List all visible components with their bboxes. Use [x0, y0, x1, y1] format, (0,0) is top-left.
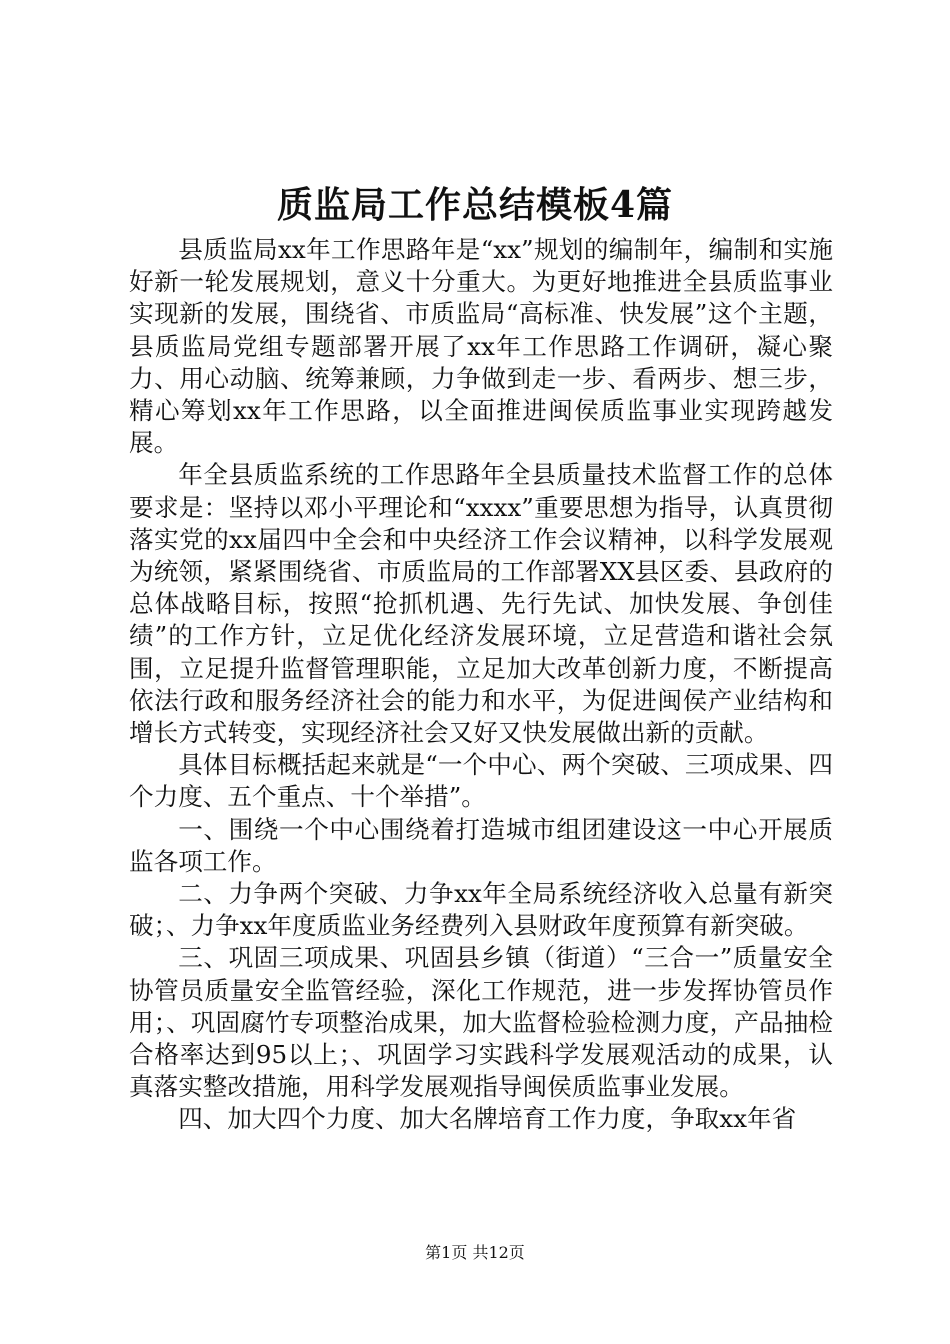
page-footer: 第1页 共12页 [425, 1243, 525, 1262]
paragraph: 三、巩固三项成果、巩固县乡镇（街道）“三合一”质量安全协管员质量安全监管经验，深化工作规范，进一步发挥协管员作用；、巩固腐竹专项整治成果，加大监督检验检测力度，产品抽检合格率达到95以上；、巩固学习实践科学发展观活动的成果，认真落实整改措施，用科学发展观指导闽侯质监事业发展。 [129, 943, 833, 1102]
paragraph: 具体目标概括起来就是“一个中心、两个突破、三项成果、四个力度、五个重点、十个举措”。 [129, 750, 833, 812]
paragraph: 四、加大四个力度、加大名牌培育工作力度，争取xx年省 [178, 1104, 797, 1134]
paragraph: 县质监局xx年工作思路年是“xx”规划的编制年，编制和实施好新一轮发展规划，意义十分重大。为更好地推进全县质监事业实现新的发展，围绕省、市质监局“高标准、快发展”这个主题，县质监局党组专题部署开展了xx年工作思路工作调研，凝心聚力、用心动脑、统筹兼顾，力争做到走一步、看两步、想三步，精心筹划xx年工作思路，以全面推进闽侯质监事业实现跨越发展。 [129, 235, 833, 458]
paragraph: 二、力争两个突破、力争xx年全局系统经济收入总量有新突破；、力争xx年度质监业务经费列入县财政年度预算有新突破。 [129, 879, 833, 941]
document-title: 质监局工作总结模板4篇 [276, 184, 674, 226]
document-body [129, 234, 833, 1136]
paragraph: 一、围绕一个中心围绕着打造城市组团建设这一中心开展质监各项工作。 [129, 814, 833, 876]
paragraph: 年全县质监系统的工作思路年全县质量技术监督工作的总体要求是：坚持以邓小平理论和“xxxx”重要思想为指导，认真贯彻落实党的xx届四中全会和中央经济工作会议精神，以科学发展观为统领，紧紧围绕省、市质监局的工作部署XX县区委、县政府的总体战略目标，按照“抢抓机遇、先行先试、加快发展、争创佳绩”的工作方针，立足优化经济发展环境，立足营造和谐社会氛围，立足提升监督管理职能，立足加大改革创新力度，不断提高依法行政和服务经济社会的能力和水平，为促进闽侯产业结构和增长方式转变，实现经济社会又好又快发展做出新的贡献。 [129, 460, 833, 748]
